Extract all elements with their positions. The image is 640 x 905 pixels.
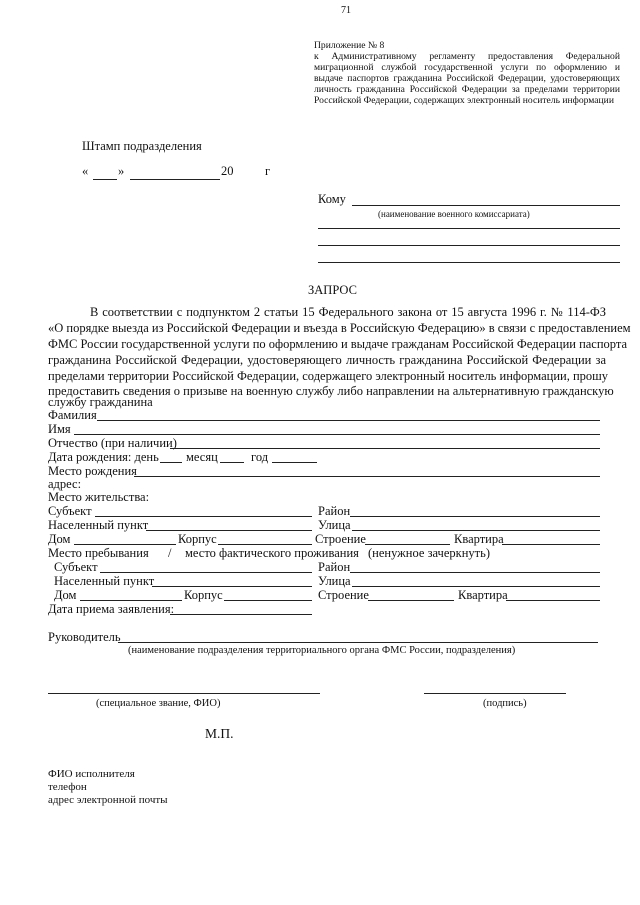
rank-name-hint: (специальное звание, ФИО) — [96, 698, 221, 709]
page-number: 71 — [341, 5, 351, 16]
birth-year-field[interactable] — [272, 462, 317, 463]
body-line: В соответствии с подпунктом 2 статьи 15 Федерального закона от 15 августа 1996 г. № 114-ФЗ — [90, 305, 606, 319]
residence-label: Место жительства: — [48, 490, 150, 504]
appendix-title: Приложение № 8 — [314, 40, 385, 51]
stay-locality-field[interactable] — [152, 586, 312, 587]
stay-house-field[interactable] — [80, 600, 182, 601]
residence-building-label: Корпус — [178, 532, 217, 546]
date-open-quote: « — [82, 164, 89, 178]
residence-house-label: Дом — [48, 532, 71, 546]
executor-label: ФИО исполнителя — [48, 768, 135, 780]
patronymic-label: Отчество (при наличии) — [48, 436, 177, 450]
stay-subject-label: Субъект — [54, 560, 98, 574]
stay-place-label: Место пребывания — [48, 546, 149, 560]
date-year-suffix: г — [265, 164, 271, 178]
residence-apartment-label: Квартира — [454, 532, 504, 546]
birth-day-field[interactable] — [160, 462, 182, 463]
date-year-prefix: 20 — [221, 164, 234, 178]
appendix-line: выдаче паспортов гражданина Российской Федерации, удостоверяющих — [314, 73, 620, 84]
stay-building-field[interactable] — [224, 600, 312, 601]
signature-line[interactable] — [424, 693, 566, 694]
birth-place-field[interactable] — [134, 476, 600, 477]
body-line: службу гражданина — [48, 395, 153, 409]
head-hint: (наименование подразделения территориального органа ФМС России, подразделения) — [128, 645, 516, 656]
birth-month-label: месяц — [186, 450, 218, 464]
body-line: гражданина Российской Федерации, удостоверяющего личность гражданина Российской Федерации за — [48, 353, 606, 367]
appendix-line: Российской Федерации, содержащих электронный носитель информации — [314, 95, 614, 106]
recipient-line[interactable] — [318, 262, 620, 263]
rank-name-line[interactable] — [48, 693, 320, 694]
date-close-quote: » — [118, 164, 125, 178]
signature-hint: (подпись) — [483, 698, 527, 709]
residence-district-field[interactable] — [350, 516, 600, 517]
birth-date-label: Дата рождения: день — [48, 450, 159, 464]
stay-structure-field[interactable] — [368, 600, 454, 601]
stay-structure-label: Строение — [318, 588, 369, 602]
surname-label: Фамилия — [48, 408, 97, 422]
recipient-line[interactable] — [318, 245, 620, 246]
residence-street-field[interactable] — [352, 530, 600, 531]
residence-locality-label: Населенный пункт — [48, 518, 149, 532]
email-label: адрес электронной почты — [48, 794, 168, 806]
residence-district-label: Район — [318, 504, 351, 518]
body-line: предоставить сведения о призыве на военную службу либо направлении на альтернативную гражданскую — [48, 384, 614, 398]
address-label: адрес: — [48, 477, 82, 491]
residence-structure-field[interactable] — [365, 544, 450, 545]
residence-subject-field[interactable] — [95, 516, 312, 517]
stay-subject-field[interactable] — [100, 572, 312, 573]
residence-house-field[interactable] — [74, 544, 176, 545]
stay-district-field[interactable] — [350, 572, 600, 573]
patronymic-field[interactable] — [170, 448, 600, 449]
application-date-field[interactable] — [170, 614, 312, 615]
name-label: Имя — [48, 422, 71, 436]
residence-structure-label: Строение — [315, 532, 366, 546]
birth-place-label: Место рождения — [48, 464, 137, 478]
appendix-line: к Административному регламенту предоставления Федеральной — [314, 51, 620, 62]
body-line: «О порядке выезда из Российской Федерации и въезда в Российскую Федерацию» в связи с предоставлением — [48, 321, 631, 335]
actual-place-label: место фактического проживания — [185, 546, 359, 560]
body-line: ФМС России государственной услуги по оформлению и выдаче гражданам Российской Федерации паспорта — [48, 337, 628, 351]
birth-year-label: год — [251, 450, 269, 464]
body-line: пределами территории Российской Федерации, содержащего электронный носитель информации, прошу — [48, 369, 609, 383]
residence-locality-field[interactable] — [146, 530, 312, 531]
head-label: Руководитель — [48, 630, 121, 644]
stay-street-field[interactable] — [352, 586, 600, 587]
birth-month-field[interactable] — [220, 462, 244, 463]
appendix-line: личность гражданина Российской Федерации за пределами территории — [314, 84, 620, 95]
stay-street-label: Улица — [318, 574, 351, 588]
residence-street-label: Улица — [318, 518, 351, 532]
residence-apartment-field[interactable] — [502, 544, 600, 545]
recipient-label: Кому — [318, 192, 346, 206]
surname-field[interactable] — [97, 420, 600, 421]
stamp-label: Штамп подразделения — [82, 139, 202, 153]
stay-building-label: Корпус — [184, 588, 223, 602]
strike-note: (ненужное зачеркнуть) — [368, 546, 490, 560]
head-field[interactable] — [118, 642, 598, 643]
seal-label: М.П. — [205, 726, 234, 741]
residence-building-field[interactable] — [218, 544, 312, 545]
name-field[interactable] — [74, 434, 600, 435]
stay-slash: / — [168, 546, 172, 560]
stay-apartment-field[interactable] — [506, 600, 600, 601]
date-day-line[interactable] — [93, 179, 117, 180]
stay-house-label: Дом — [54, 588, 77, 602]
recipient-hint: (наименование военного комиссариата) — [378, 209, 530, 219]
stay-locality-label: Населенный пункт — [54, 574, 155, 588]
appendix-line: миграционной службой государственной услуги по оформлению и — [314, 62, 620, 73]
date-month-line[interactable] — [130, 179, 220, 180]
page-title: ЗАПРОС — [308, 283, 357, 297]
recipient-line[interactable] — [352, 205, 620, 206]
phone-label: телефон — [48, 781, 87, 793]
residence-subject-label: Субъект — [48, 504, 92, 518]
application-date-label: Дата приема заявления: — [48, 602, 175, 616]
recipient-line[interactable] — [318, 228, 620, 229]
stay-district-label: Район — [318, 560, 351, 574]
stay-apartment-label: Квартира — [458, 588, 508, 602]
